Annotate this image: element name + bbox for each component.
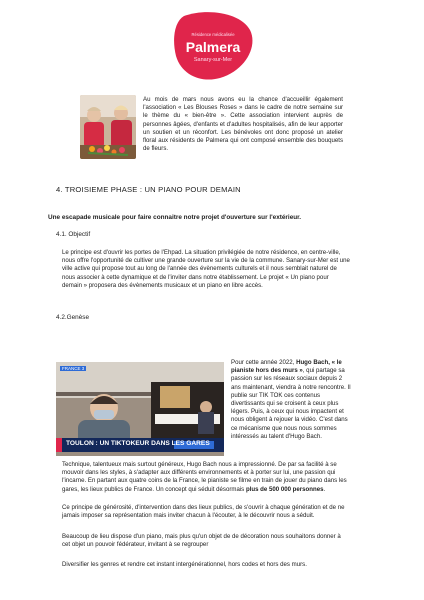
channel-badge: FRANCE 3 bbox=[62, 366, 85, 371]
pianist-video-still bbox=[56, 362, 224, 456]
genese-intro: Pour cette année 2022, bbox=[231, 359, 295, 366]
subsection-objectif-title: 4.1. Objectif bbox=[56, 231, 91, 238]
video-caption: TOULON : UN TIKTOKEUR DANS LES GARES bbox=[66, 440, 210, 447]
intro-paragraph: Au mois de mars nous avons eu la chance d'accueillir également l'association « Les Blouses Roses » dans le cadre de notre semaine sur le thème du « bien-être ». Cette association intervient auprès de personnes âgées, d'enfants et d'adultes hospitalisés, afin de leur apporter un soutien et un réconfort. Les bénévoles ont donc proposé un atelier floral aux résidents de Palmera qui ont composé ensemble des bouquets de fleurs. bbox=[143, 96, 343, 153]
technique-end: . bbox=[323, 485, 326, 493]
diversifier-paragraph: Diversifier les genres et rendre cet instant intergénérationnel, hors codes et hors des murs. bbox=[62, 561, 307, 568]
logo-name: Palmera bbox=[185, 39, 241, 55]
genese-paragraph bbox=[231, 359, 351, 441]
logo-location: Sanary-sur-Mer bbox=[193, 57, 233, 63]
section-heading: 4. TROISIEME PHASE : UN PIANO POUR DEMAIN bbox=[56, 185, 241, 194]
logo-tagline: Résidence médicalisée bbox=[191, 32, 235, 37]
audience-count: plus de 500 000 personnes bbox=[245, 485, 324, 493]
objectif-paragraph: Le principe est d'ouvrir les portes de l'Ehpad. La situation privilégiée de notre résidence, en centre-ville, nous offre l'opportunité de cultiver une grande ouverture sur la vie de la commune. Sanary-sur-Mer est une ville active qui propose tout au long de l'année des évènements culturels et il nous semblait naturel de nous associer à cette dynamique et de l'inviter dans notre établissement. Le projet « Un piano pour demain » proposera des évènements musicaux et un piano en libre accès. bbox=[62, 249, 350, 289]
technique-body: Technique, talentueux mais surtout généreux, Hugo Bach nous a impressionné. De par sa facilité à se mouvoir dans les styles, à s'adapter aux différents environnements et à porter sur lui, une passion qui l'incarne. En partant aux quatre coins de la France, le pianiste se filme en train de jouer du piano dans les gares, les lieux publics de France. Un concept qui séduit désormais bbox=[62, 461, 347, 493]
piano-lieu-paragraph: Beaucoup de lieu dispose d'un piano, mais plus qu'un objet de de décoration nous souhaitons donner à cet objet un pouvoir fédérateur, invitant à se regrouper bbox=[62, 533, 341, 549]
technique-paragraph bbox=[62, 461, 350, 494]
blouses-roses-photo bbox=[80, 95, 136, 159]
subsection-genese-title: 4.2.Genèse bbox=[56, 314, 90, 321]
section-tagline: Une escapade musicale pour faire connaitre notre projet d'ouverture sur l'extérieur. bbox=[48, 214, 302, 221]
principe-paragraph: Ce principe de générosité, d'intervention dans des lieux publics, de s'ouvrir à chaque génération et de ne jamais imposer sa représentation mais inviter chacun à l'écouter, à le découvrir nous a séduit. bbox=[62, 504, 345, 520]
residence-logo bbox=[170, 10, 256, 82]
artist-name: Hugo Bach, « le pianiste hors des murs » bbox=[231, 359, 342, 375]
genese-body: , qui partage sa passion sur les réseaux sociaux depuis 2 ans maintenant, viendra à notre rencontre. Il publie sur TIK TOK ces contenus divertissants qui se croisent à ceux plus légers. Puis, à ceux qui nous impactent et nous obligent à rejouer la vidéo. C'est dans ce mécanisme que nous nous sommes intéressés au talent d'Hugo Bach. bbox=[231, 367, 351, 440]
